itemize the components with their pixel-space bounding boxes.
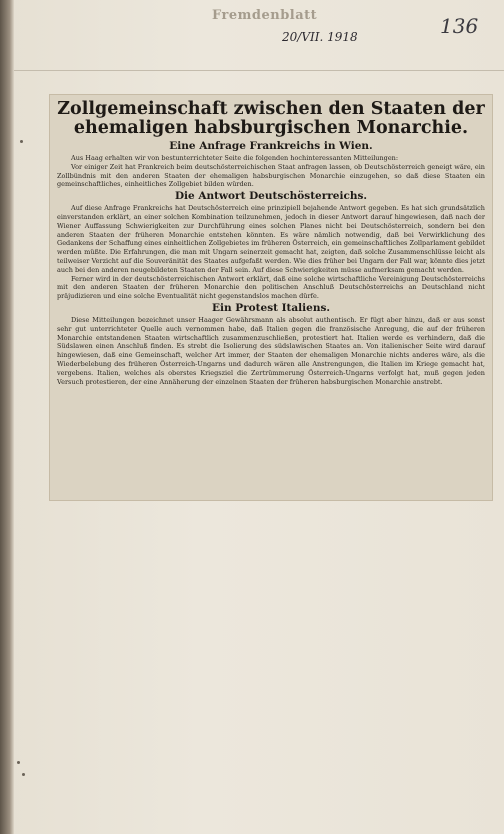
article-paragraph: Vor einiger Zeit hat Frankreich beim deutschösterreichischen Staat anfragen lassen, ob Deutschösterreich geneigt wäre, ein Zollbündnis mit den anderen Staaten der ehemaligen habsburgischen Monarchie einzugehen, so daß diese Staaten ein gemeinschaftliches, einheitliches Zollgebiet bilden würden. — [57, 162, 485, 189]
article-paragraph: Aus Haag erhalten wir von bestunterrichteter Seite die folgenden hochinteressanten Mitteilungen: — [71, 154, 399, 162]
section-heading: Die Antwort Deutschösterreichs. — [174, 190, 368, 203]
folio-number: 136 — [440, 14, 479, 38]
article-title: Zollgemeinschaft zwischen den Staaten der ehemaligen habsburgischen Monarchie. — [57, 99, 485, 138]
newspaper-stamp: Fremdenblatt — [212, 8, 318, 23]
page-rule — [14, 70, 504, 71]
article-paragraph: Diese Mitteilungen bezeichnet unser Haager Gewährsmann als absolut authentisch. Er fügt aber hinzu, daß er aus sonst sehr gut unterrichteter Quelle auch vernommen habe, daß Italien gegen die französische Anregung, die auf der früheren Monarchie entstandenen Staaten wirtschaftlich zusammenzuschließen, protestiert hat. Italien werde es verhindern, daß die Südslawen einen Anschluß finden. Es strebt die Isolierung des südslawischen Staates an. Von italienischer Seite wird darauf hingewiesen, daß eine Gemeinschaft, welcher Art immer, der Staaten der ehemaligen Monarchie nichts anderes wäre, als die Wiederbelebung des früheren Österreich-Ungarns und dadurch wären alle Anstrengungen, die Italien im Kriege gemacht hat, vergebens. Italien, welches als oberstes Kriegsziel die Zertrümmerung Österreich-Ungarns verfolgt hat, muß gegen jeden Versuch protestieren, der eine Annäherung der einzelnen Staaten der früheren habsburgischen Monarchie anstrebt. — [57, 315, 485, 386]
paper-speckle — [17, 761, 20, 764]
paper-speckle — [22, 773, 25, 776]
article-paragraph: Ferner wird in der deutschösterreichischen Antwort erklärt, daß eine solche wirtschaftliche Vereinigung Deutschösterreichs mit den anderen Staaten der früheren Monarchie den politischen Anschluß Deutschösterreichs an Deutschland nicht präjudizieren und eine solche Eventualität nicht gegenstandslos machen dürfe. — [57, 274, 485, 301]
article-subtitle: Eine Anfrage Frankreichs in Wien. — [169, 140, 373, 152]
paper-speckle — [20, 140, 23, 143]
newspaper-clipping — [49, 94, 493, 501]
article-paragraph: Auf diese Anfrage Frankreichs hat Deutschösterreich eine prinzipiell bejahende Antwort gegeben. Es hat sich grundsätzlich einverstanden erklärt, an einer solchen Kombination teilzunehmen, jedoch in dieser Antwort darauf hingewiesen, daß nach der Wiener Auffassung Schwierigkeiten zur Durchführung eines solchen Planes nicht bei Deutschösterreich, sondern bei den anderen Staaten der früheren Monarchie entstehen könnten. Es wäre nämlich notwendig, daß bei Verwirklichung des Gedankens der Schaffung eines einheitlichen Zollgebietes im früheren Österreich, ein gemeinschaftliches Zollparlament gebildet werden müßte. Die Erfahrungen, die man mit Ungarn seinerzeit gemacht hat, zeigten, daß solche Zusammenschlüsse leicht als teilweiser Verzicht auf die Souveränität des Staates aufgefaßt werden. Wie dies früher bei Ungarn der Fall war, könnte dies jetzt auch bei den anderen neugebildeten Staaten der Fall sein. Auf diese Schwierigkeiten müsse aufmerksam gemacht werden. — [57, 204, 485, 274]
binding-fold — [0, 0, 14, 834]
section-heading: Ein Protest Italiens. — [211, 301, 331, 314]
handwritten-date: 20/VII. 1918 — [282, 30, 358, 44]
